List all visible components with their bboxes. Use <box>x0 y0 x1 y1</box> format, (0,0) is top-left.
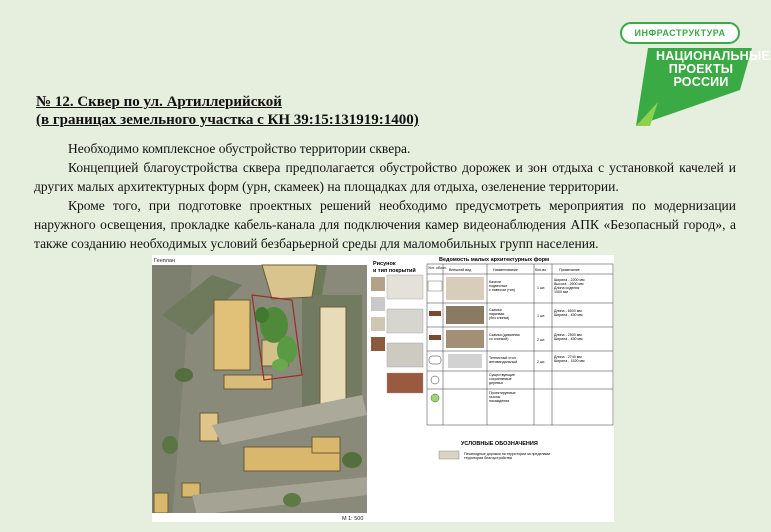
surface-swatch-gravel <box>371 317 385 331</box>
bench-symbol-icon <box>429 311 441 316</box>
row6-name-3: насаждения <box>489 399 510 403</box>
row1-note-1: Ширина - 2200 мм <box>554 278 585 282</box>
plan-label: Генплан <box>154 258 175 264</box>
legend-item-1: Пешеходные дорожки на территории за пределами <box>464 452 551 456</box>
row4-qty: 2 шт. <box>537 360 546 364</box>
row2-qty: 1 шт. <box>537 314 546 318</box>
row5-name-3: деревья <box>489 381 503 385</box>
surface-photo-4 <box>387 373 423 393</box>
row2-note-2: Ширина - 450 мм <box>554 313 583 317</box>
swing-symbol-icon <box>428 281 442 291</box>
new-lawn-icon <box>431 394 439 402</box>
col-symbol: Усл. обозн. <box>428 266 447 270</box>
row5-name-1: Существующие <box>489 373 516 377</box>
col-appearance: Внешний вид <box>449 268 472 272</box>
paragraph-3: Кроме того, при подготовке проектных решений необходимо предусмотреть мероприятия по модернизации наружного освещения, прокладке кабель-канала для подключения камер видеонаблюдения АПК «Безопасный город», а также созданию необходимых условий безбарьерной среды для маломобильных групп населения. <box>34 197 736 251</box>
existing-tree-icon <box>431 376 439 384</box>
row2-note-1: Длина - 6500 мм <box>554 309 582 313</box>
row1-name-1: Качели <box>489 280 501 284</box>
row1-note-3: Длина сидения <box>554 286 580 290</box>
row3-note-2: Ширина - 450 мм <box>554 337 583 341</box>
legend-path-swatch <box>439 451 459 459</box>
surface-photo-2 <box>387 309 423 333</box>
tennis-table-image <box>448 354 482 368</box>
row1-qty: 1 шт. <box>537 286 546 290</box>
table-title: Ведомость малых архитектурных форм <box>439 257 550 263</box>
row4-name-2: антивандальный <box>489 360 518 364</box>
paragraph-1: Необходимо комплексное обустройство территории сквера. <box>68 141 411 156</box>
row1-note-4: 1000 мм <box>554 290 568 294</box>
furniture-schedule <box>369 255 614 522</box>
surfaces-title-1: Рисунок <box>373 261 396 267</box>
row3-name-2: со спинкой) <box>489 337 509 341</box>
row4-note-2: Ширина - 1520 мм <box>554 359 585 363</box>
row6-name-1: Проектируемые <box>489 391 516 395</box>
paragraph-2: Концепцией благоустройства сквера предполагается обустройство дорожек и зон отдыха с установкой качелей и других малых архитектурных форм (урн, скамеек) на площадках для отдыха, озеленение территории. <box>34 159 736 194</box>
row4-note-1: Длина - 2740 мм <box>554 355 582 359</box>
surface-swatch-tile <box>371 297 385 311</box>
row4-name-1: Теннисный стол <box>489 356 516 360</box>
sofa-bench-symbol-icon <box>429 335 441 340</box>
row3-name-1: Скамья (диванная <box>489 333 520 337</box>
legend-item-2: территории благоустройства <box>464 456 512 460</box>
title-line-2: (в границах земельного участка с КН 39:15:131919:1400) <box>36 112 419 128</box>
row1-name-2: подвесные <box>489 284 508 288</box>
surface-swatch-brick <box>371 337 385 351</box>
row6-name-2: газоны <box>489 395 501 399</box>
description-text <box>34 140 736 253</box>
bench-image <box>446 306 484 324</box>
sofa-bench-image <box>446 330 484 348</box>
row5-name-2: сохраняемые <box>489 377 512 381</box>
surface-photo-3 <box>387 343 423 367</box>
page-title <box>36 93 419 129</box>
row2-name-2: парковая <box>489 312 505 316</box>
plan-scale: М 1: 500 <box>342 516 364 522</box>
surface-swatch-paving <box>371 277 385 291</box>
row2-name-1: Скамья <box>489 308 502 312</box>
row1-name-3: с навесом (тип) <box>489 288 515 292</box>
tennis-table-symbol-icon <box>429 356 441 364</box>
col-note: Примечание <box>559 268 580 272</box>
aerial-site-plan-image <box>152 255 367 522</box>
row3-note-1: Длина - 2500 мм <box>554 333 582 337</box>
col-qty: Кол-во <box>535 268 547 272</box>
swing-image <box>446 277 484 300</box>
row3-qty: 2 шт. <box>537 338 546 342</box>
title-line-1: № 12. Сквер по ул. Артиллерийской <box>36 94 282 110</box>
logo-text: НАЦИОНАЛЬНЫЕ ПРОЕКТЫ РОССИИ <box>656 49 770 89</box>
general-plan-sheet <box>152 255 614 522</box>
surfaces-title-2: и тип покрытий <box>373 268 416 274</box>
row2-name-3: (без спинки) <box>489 316 510 320</box>
surface-photo-1 <box>387 275 423 299</box>
logo-tag: ИНФРАСТРУКТУРА <box>620 22 740 44</box>
legend-title: УСЛОВНЫЕ ОБОЗНАЧЕНИЯ <box>461 441 538 447</box>
national-projects-logo <box>612 22 770 132</box>
row1-note-2: Высота - 2600 мм <box>554 282 584 286</box>
col-name: Наименование <box>493 268 518 272</box>
